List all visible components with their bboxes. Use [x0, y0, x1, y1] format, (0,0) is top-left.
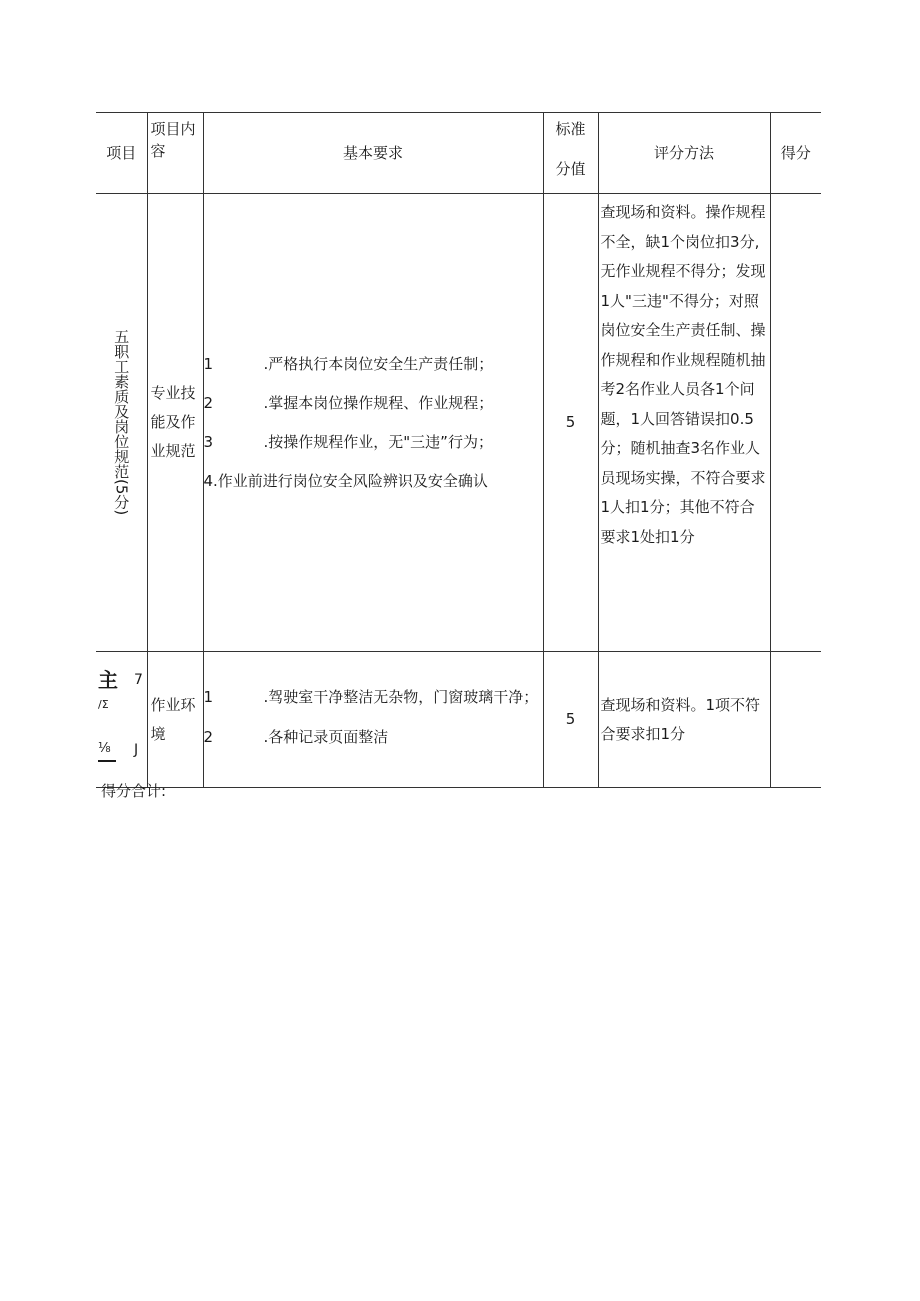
header-requirements: 基本要求 — [203, 113, 543, 194]
row2-req-2 — [204, 718, 543, 757]
row1-req-3-num: 3 — [203, 432, 214, 451]
row2-project-fragment: /Σ — [98, 698, 109, 711]
row1-req-1-num: 1 — [203, 354, 214, 373]
row1-req-1 — [204, 345, 543, 384]
row2-content: 作业环境 — [147, 652, 203, 788]
row2-project-fragment: J — [134, 742, 139, 758]
row1-score — [770, 194, 821, 652]
row2-req-1 — [204, 683, 543, 712]
row1-req-2-text: .掌握本岗位操作规程、作业规程； — [263, 393, 494, 412]
row1-project: 五职工素质及岗位规范(5分) — [112, 329, 131, 516]
header-score: 得分 — [770, 113, 821, 194]
row2-req-1-text: .驾驶室干净整洁无杂物，门窗玻璃干净； — [263, 687, 539, 706]
table-row — [96, 652, 821, 788]
header-standard-score-line2: 分值 — [555, 160, 586, 178]
row2-project — [96, 652, 147, 787]
row1-req-1-text: .严格执行本岗位安全生产责任制； — [263, 354, 494, 373]
row2-project-cell — [96, 652, 147, 788]
row2-project-fragment: ⅛ — [98, 741, 111, 756]
table-header-row — [96, 113, 821, 194]
header-project: 项目 — [96, 113, 147, 194]
row2-method: 查现场和资料。1项不符合要求扣1分 — [598, 652, 770, 788]
row2-project-fragment: 主 — [98, 668, 118, 692]
row2-req-2-num: 2 — [203, 727, 214, 746]
row1-method: 查现场和资料。操作规程不全，缺1个岗位扣3分,无作业规程不得分；发现1人"三违"不得分；对照岗位安全生产责任制、操作规程和作业规程随机抽考2名作业人员各1个问题，1人回答错误扣0.5分；随机抽查3名作业人员现场实操，不符合要求1人扣1分；其他不符合要求1处扣1分 — [598, 194, 770, 652]
row2-project-rule — [98, 760, 116, 762]
row1-content: 专业技能及作业规范 — [147, 194, 203, 652]
row1-req-3 — [204, 423, 543, 462]
row2-project-fragment: 7 — [134, 672, 143, 688]
row1-project-cell — [96, 194, 147, 652]
row2-req-1-num: 1 — [203, 687, 214, 706]
row1-requirements — [203, 194, 543, 652]
scoring-table — [96, 112, 821, 788]
row1-req-4: 4.作业前进行岗位安全风险辨识及安全确认 — [203, 471, 488, 490]
score-total-label: 得分合计: — [101, 782, 167, 800]
row1-req-2-num: 2 — [203, 393, 214, 412]
row2-standard-score: 5 — [543, 652, 598, 788]
row1-req-3-text: .按操作规程作业，无"三违”行为； — [263, 432, 493, 451]
row2-req-2-text: .各种记录页面整洁 — [263, 727, 389, 746]
header-content: 项目内容 — [147, 113, 203, 194]
header-standard-score — [543, 113, 598, 194]
row2-requirements — [203, 652, 543, 788]
table-row — [96, 194, 821, 652]
header-method: 评分方法 — [598, 113, 770, 194]
row2-score — [770, 652, 821, 788]
row1-req-2 — [204, 384, 543, 423]
row1-standard-score: 5 — [543, 194, 598, 652]
header-standard-score-line1: 标准 — [555, 120, 586, 138]
